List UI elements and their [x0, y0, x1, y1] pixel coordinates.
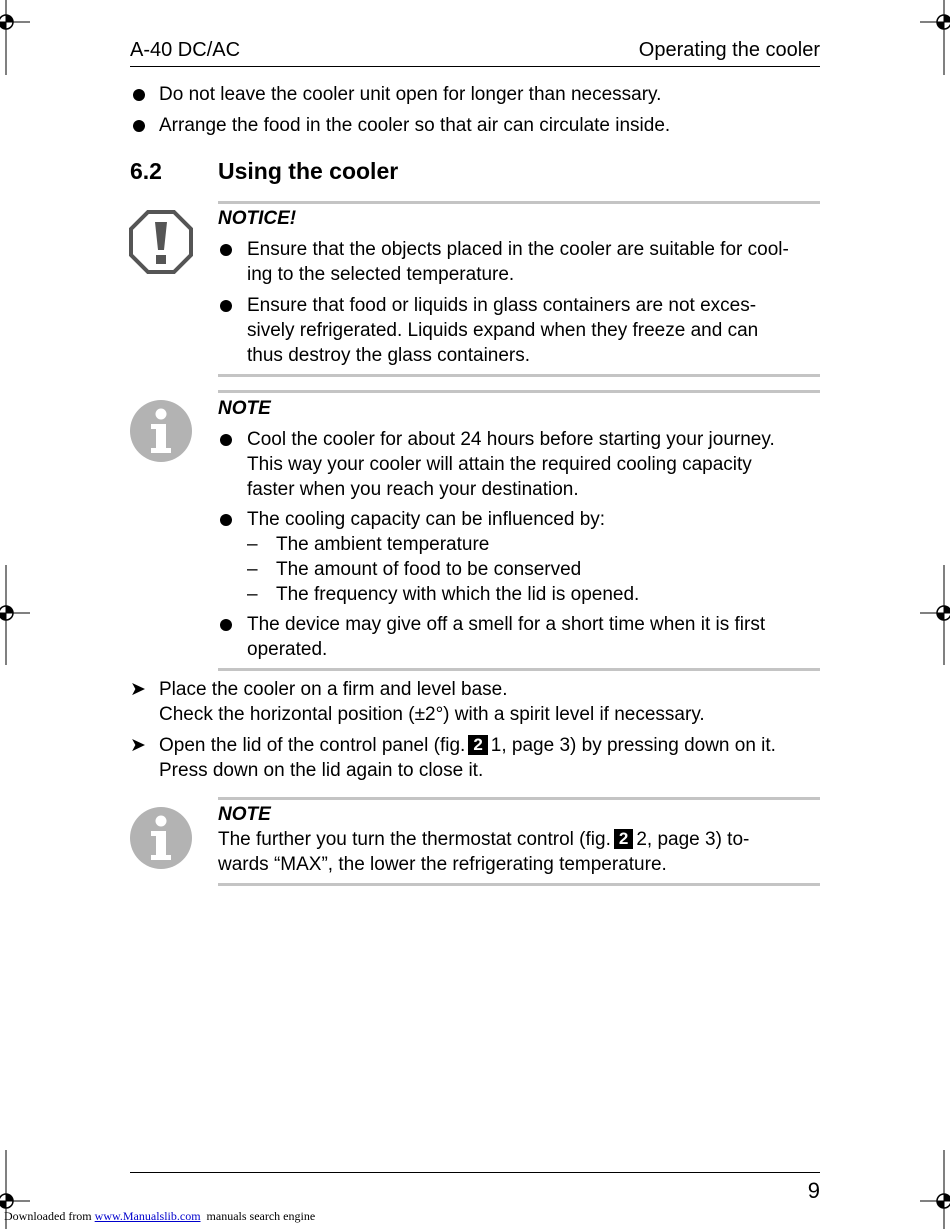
notice-bullet-line: Ensure that food or liquids in glass containers are not exces-	[247, 295, 757, 316]
note-bullet-line: The cooling capacity can be influenced by:	[247, 509, 606, 530]
header-rule	[130, 66, 820, 67]
bullet-dot	[220, 514, 232, 526]
download-note	[4, 1209, 315, 1224]
crop-mark-top-right	[910, 0, 950, 80]
notice-bullet-line: ing to the selected temperature.	[247, 264, 515, 285]
note-text-line	[218, 827, 749, 852]
crop-mark-bottom-right	[910, 1150, 950, 1229]
bullet-dot	[220, 300, 232, 312]
note-text: 2, page 3) to-	[636, 829, 750, 850]
notice-rule-bottom	[218, 374, 820, 377]
bullet-dot	[133, 89, 145, 101]
step-arrow: ➤	[130, 735, 146, 756]
dash-item: The ambient temperature	[276, 534, 490, 555]
step-text: 1, page 3) by pressing down on it.	[490, 735, 776, 756]
crop-mark-mid-left	[0, 565, 40, 665]
step-line: Check the horizontal position (±2°) with a spirit level if necessary.	[159, 704, 705, 725]
note-text: The further you turn the thermostat control (fig.	[218, 829, 611, 850]
note-label: NOTE	[218, 398, 271, 419]
note-bullet-line: This way your cooler will attain the required cooling capacity	[247, 454, 752, 475]
bullet-dot	[220, 434, 232, 446]
crop-mark-top-left	[0, 0, 40, 80]
info-icon	[129, 399, 193, 463]
info-icon	[129, 806, 193, 870]
note-bullet-line: Cool the cooler for about 24 hours before starting your journey.	[247, 429, 775, 450]
dash-item: The amount of food to be conserved	[276, 559, 582, 580]
dash-mark: –	[247, 534, 258, 555]
note-bullet-line: faster when you reach your destination.	[247, 479, 579, 500]
exclamation-octagon-icon	[129, 210, 193, 274]
bullet-dot	[133, 120, 145, 132]
bullet-text: Do not leave the cooler unit open for longer than necessary.	[159, 84, 662, 105]
bullet-dot	[220, 619, 232, 631]
note-bullet-line: The device may give off a smell for a short time when it is first	[247, 614, 766, 635]
step-line: Place the cooler on a firm and level base.	[159, 679, 508, 700]
download-note-text: manuals search engine	[206, 1209, 316, 1223]
dash-mark: –	[247, 559, 258, 580]
section-title: Using the cooler	[218, 158, 399, 184]
step-line: Press down on the lid again to close it.	[159, 760, 484, 781]
bullet-dot	[220, 244, 232, 256]
notice-bullet-line: Ensure that the objects placed in the cooler are suitable for cool-	[247, 239, 789, 260]
notice-bullet-line: thus destroy the glass containers.	[247, 345, 531, 366]
download-note-text: Downloaded from	[4, 1209, 92, 1223]
step-line	[159, 733, 776, 758]
figure-reference: 2	[614, 829, 633, 849]
bullet-text: Arrange the food in the cooler so that air can circulate inside.	[159, 115, 671, 136]
note-rule-top	[218, 390, 820, 393]
step-text: Open the lid of the control panel (fig.	[159, 735, 466, 756]
note-rule-bottom	[218, 883, 820, 886]
note-rule-top	[218, 797, 820, 800]
notice-bullet-line: sively refrigerated. Liquids expand when they freeze and can	[247, 320, 759, 341]
note-rule-bottom	[218, 668, 820, 671]
dash-item: The frequency with which the lid is opened.	[276, 584, 640, 605]
manualslib-link[interactable]: www.Manualslib.com	[94, 1209, 201, 1223]
note-label: NOTE	[218, 804, 271, 825]
header-chapter: Operating the cooler	[638, 39, 820, 61]
section-number: 6.2	[130, 158, 162, 184]
figure-reference: 2	[468, 735, 487, 755]
page-number: 9	[807, 1178, 820, 1203]
notice-label: NOTICE!	[218, 208, 297, 229]
dash-mark: –	[247, 584, 258, 605]
header-model: A-40 DC/AC	[130, 39, 241, 61]
note-bullet-line: operated.	[247, 639, 328, 660]
footer-rule	[130, 1172, 820, 1173]
crop-mark-mid-right	[910, 565, 950, 665]
note-text-line: wards “MAX”, the lower the refrigerating temperature.	[218, 854, 667, 875]
notice-rule-top	[218, 201, 820, 204]
step-arrow: ➤	[130, 679, 146, 700]
